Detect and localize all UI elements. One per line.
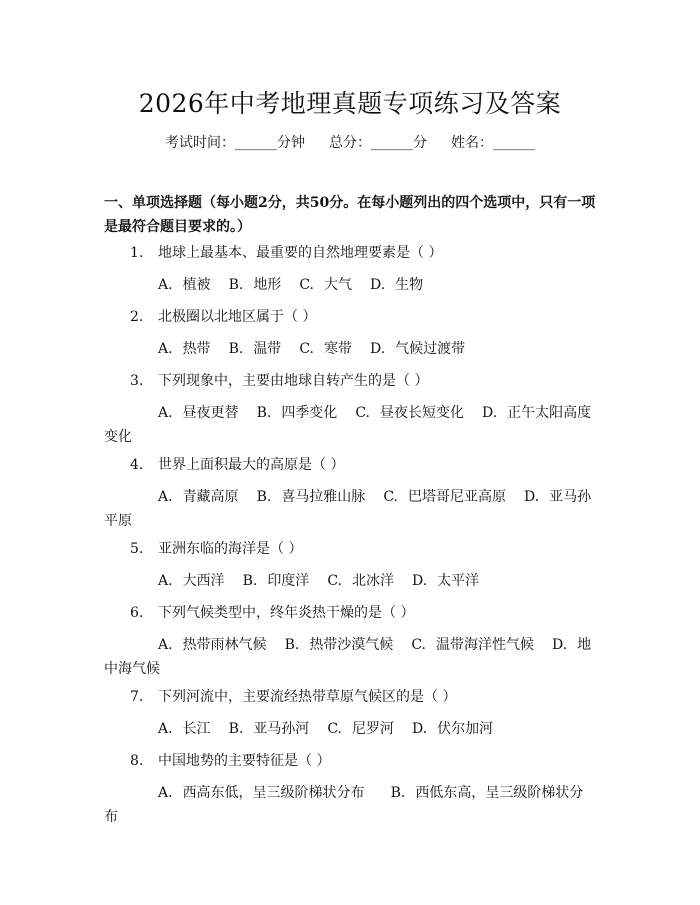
option-c: C. 寒带: [299, 341, 352, 357]
question-stem: [104, 305, 604, 329]
question-stem: [104, 241, 604, 265]
option-c: C. 大气: [299, 277, 352, 293]
option-b: B. 亚马孙河: [228, 721, 310, 737]
option-b: B. 喜马拉雅山脉: [256, 489, 366, 505]
option-b: B. 热带沙漠气候: [284, 637, 394, 653]
option-b: B. 地形: [228, 277, 282, 293]
question-options: [104, 569, 604, 593]
option-d: D. 正午太阳高度变化: [104, 405, 592, 445]
option-c: C. 尼罗河: [327, 721, 394, 737]
total-score-field: 总分：______分: [329, 135, 427, 151]
question-options: [104, 273, 604, 297]
student-name-field: 姓名：______: [451, 135, 535, 151]
question-options: [104, 337, 604, 361]
question-1: [104, 241, 604, 297]
question-text: 中国地势的主要特征是（ ）: [158, 753, 331, 769]
option-b: B. 温带: [228, 341, 282, 357]
question-2: [104, 305, 604, 361]
question-8: [104, 749, 604, 829]
option-a: A. 昼夜更替: [158, 405, 239, 421]
document-title: 2026年中考地理真题专项练习及答案: [138, 89, 562, 118]
option-b: B. 四季变化: [256, 405, 338, 421]
question-number: 8.: [130, 753, 144, 769]
question-number: 2.: [130, 309, 144, 325]
option-c: C. 温带海洋性气候: [411, 637, 534, 653]
question-text: 世界上面积最大的高原是（ ）: [158, 457, 345, 473]
exam-info-line: [0, 132, 700, 152]
question-text: 下列气候类型中，终年炎热干燥的是（ ）: [158, 605, 415, 621]
option-d: D. 地中海气候: [104, 637, 592, 677]
question-text: 下列河流中，主要流经热带草原气候区的是（ ）: [158, 689, 457, 705]
option-d: D. 伏尔加河: [411, 721, 494, 737]
question-text: 亚洲东临的海洋是（ ）: [158, 541, 303, 557]
question-number: 4.: [130, 457, 144, 473]
question-number: 3.: [130, 373, 144, 389]
option-d: D. 生物: [369, 277, 424, 293]
question-number: 5.: [130, 541, 144, 557]
option-a: A. 西高东低，呈三级阶梯状分布: [158, 785, 365, 801]
question-6: [104, 601, 604, 681]
question-options: [104, 781, 604, 829]
option-a: A. 热带: [158, 341, 211, 357]
option-a: A. 青藏高原: [158, 489, 239, 505]
option-d: D. 亚马孙平原: [104, 489, 592, 529]
question-stem: [104, 537, 604, 561]
question-stem: [104, 369, 604, 393]
option-d: D. 气候过渡带: [369, 341, 466, 357]
question-7: [104, 685, 604, 741]
question-stem: [104, 601, 604, 625]
question-text: 地球上最基本、最重要的自然地理要素是（ ）: [158, 245, 443, 261]
option-c: C. 巴塔哥尼亚高原: [383, 489, 506, 505]
question-text: 北极圈以北地区属于（ ）: [158, 309, 317, 325]
exam-time-field: 考试时间：______分钟: [165, 135, 305, 151]
option-c: C. 北冰洋: [327, 573, 394, 589]
question-text: 下列现象中，主要由地球自转产生的是（ ）: [158, 373, 429, 389]
option-a: A. 大西洋: [158, 573, 225, 589]
option-d: D. 太平洋: [411, 573, 480, 589]
question-4: [104, 453, 604, 533]
option-b: B. 印度洋: [242, 573, 310, 589]
question-options: [104, 485, 604, 533]
option-a: A. 植被: [158, 277, 211, 293]
question-stem: [104, 685, 604, 709]
option-b: B. 西低东高，呈三级阶梯状分布: [104, 785, 584, 825]
question-5: [104, 537, 604, 593]
question-number: 1.: [130, 245, 144, 261]
question-number: 6.: [130, 605, 144, 621]
option-c: C. 昼夜长短变化: [355, 405, 464, 421]
question-number: 7.: [130, 689, 144, 705]
question-3: [104, 369, 604, 449]
question-options: [104, 717, 604, 741]
option-a: A. 长江: [158, 721, 211, 737]
option-a: A. 热带雨林气候: [158, 637, 267, 653]
question-options: [104, 633, 604, 681]
section-heading: 一、单项选择题（每小题2分，共50分。在每小题列出的四个选项中，只有一项是最符合题目要求的。）: [104, 195, 596, 235]
question-options: [104, 401, 604, 449]
question-stem: [104, 453, 604, 477]
question-stem: [104, 749, 604, 773]
